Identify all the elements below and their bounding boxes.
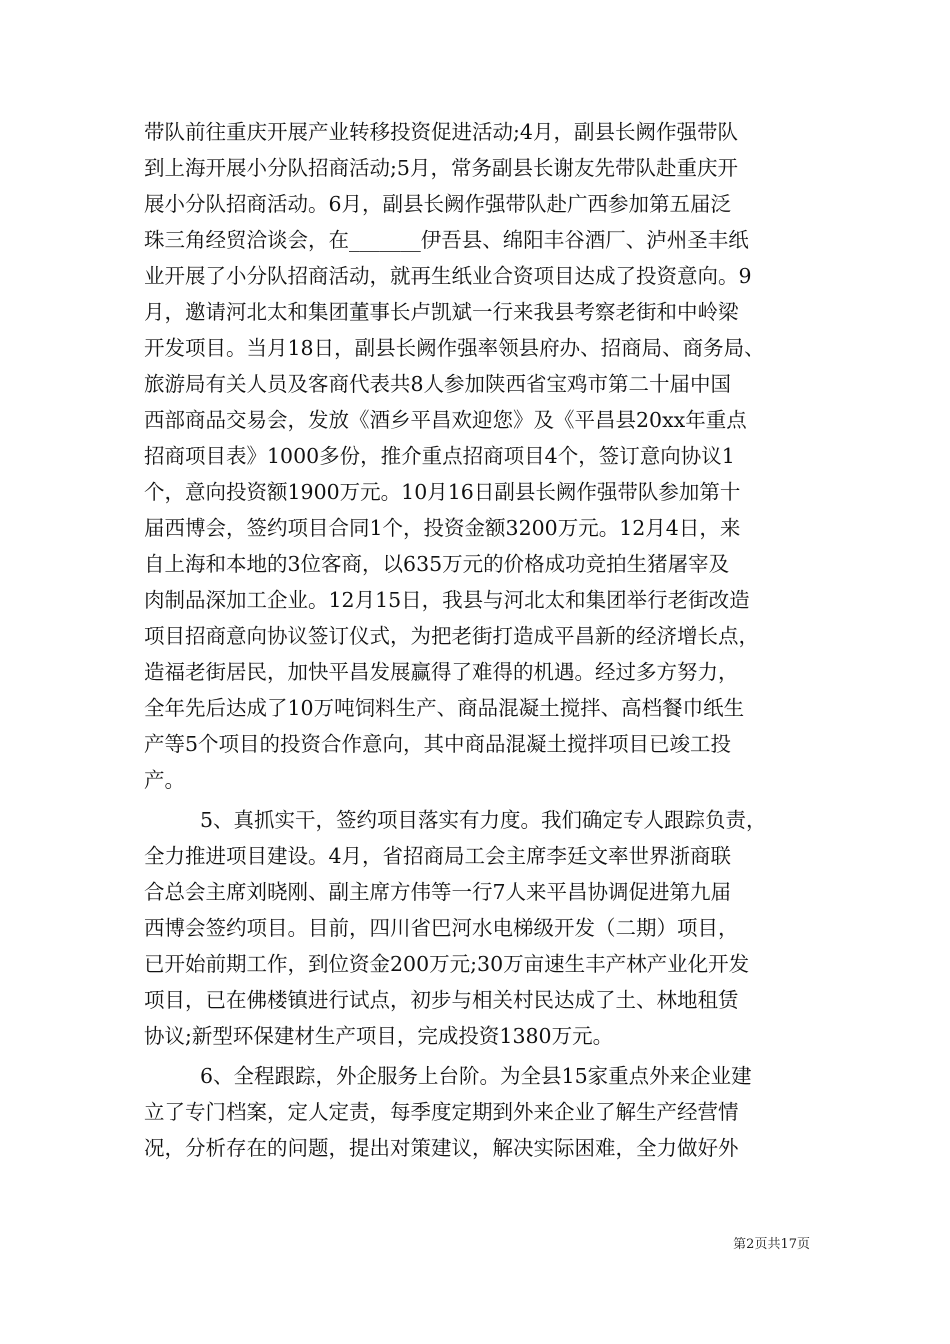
text-line: 月，邀请河北太和集团董事长卢凯斌一行来我县考察老街和中岭梁 (144, 300, 739, 324)
text-line: 5、真抓实干，签约项目落实有力度。我们确定专人跟踪负责， (200, 808, 767, 832)
text-line: 6、全程跟踪，外企服务上台阶。为全县15家重点外来企业建 (200, 1064, 752, 1088)
text-line: 肉制品深加工企业。12月15日，我县与河北太和集团举行老街改造 (144, 588, 750, 612)
text-line: 招商项目表》1000多份，推介重点招商项目4个，签订意向协议1 (144, 444, 735, 468)
page-number-footer: 第2页共17页 (733, 1237, 810, 1252)
text-line: 立了专门档案，定人定责，每季度定期到外来企业了解生产经营情 (144, 1100, 739, 1124)
text-line: 项目招商意向协议签订仪式，为把老街打造成平昌新的经济增长点， (144, 624, 759, 648)
text-line: 届西博会，签约项目合同1个，投资金额3200万元。12月4日，来 (144, 516, 741, 540)
text-line: 全年先后达成了10万吨饲料生产、商品混凝土搅拌、高档餐巾纸生 (144, 696, 745, 720)
paragraph-1 (144, 114, 809, 798)
text-line: 个，意向投资额1900万元。10月16日副县长阙作强带队参加第十 (144, 480, 741, 504)
text-line: 已开始前期工作，到位资金200万元;30万亩速生丰产林产业化开发 (144, 952, 750, 976)
text-line: 全力推进项目建设。4月，省招商局工会主席李廷文率世界浙商联 (144, 844, 732, 868)
text-line: 造福老街居民，加快平昌发展赢得了难得的机遇。经过多方努力， (144, 660, 739, 684)
text-line: 况，分析存在的问题，提出对策建议，解决实际困难，全力做好外 (144, 1136, 739, 1160)
text-line: 业开展了小分队招商活动，就再生纸业合资项目达成了投资意向。9 (144, 264, 752, 288)
text-line: 西部商品交易会，发放《酒乡平昌欢迎您》及《平昌县20xx年重点 (144, 408, 747, 432)
paragraph-2 (144, 802, 809, 1054)
text-line: 自上海和本地的3位客商，以635万元的价格成功竞拍生猪屠宰及 (144, 552, 730, 576)
text-line: 展小分队招商活动。6月，副县长阙作强带队赴广西参加第五届泛 (144, 192, 732, 216)
text-line: 项目，已在佛楼镇进行试点，初步与相关村民达成了土、林地租赁 (144, 988, 739, 1012)
text-line: 合总会主席刘晓刚、副主席方伟等一行7人来平昌协调促进第九届 (144, 880, 732, 904)
text-line: 产。 (144, 768, 185, 792)
text-line: 到上海开展小分队招商活动;5月，常务副县长谢友先带队赴重庆开 (144, 156, 738, 180)
text-line: 产等5个项目的投资合作意向，其中商品混凝土搅拌项目已竣工投 (144, 732, 732, 756)
text-line: 协议;新型环保建材生产项目，完成投资1380万元。 (144, 1024, 614, 1048)
paragraph-3 (144, 1058, 809, 1166)
text-line: 西博会签约项目。目前，四川省巴河水电梯级开发（二期）项目， (144, 916, 739, 940)
text-line: 开发项目。当月18日，副县长阙作强率领县府办、招商局、商务局、 (144, 336, 765, 360)
text-line: 旅游局有关人员及客商代表共8人参加陕西省宝鸡市第二十届中国 (144, 372, 732, 396)
document-body (144, 114, 809, 1166)
text-line: 珠三角经贸洽谈会，在_______伊吾县、绵阳丰谷酒厂、泸州圣丰纸 (144, 228, 749, 252)
text-line: 带队前往重庆开展产业转移投资促进活动;4月，副县长阙作强带队 (144, 120, 738, 144)
